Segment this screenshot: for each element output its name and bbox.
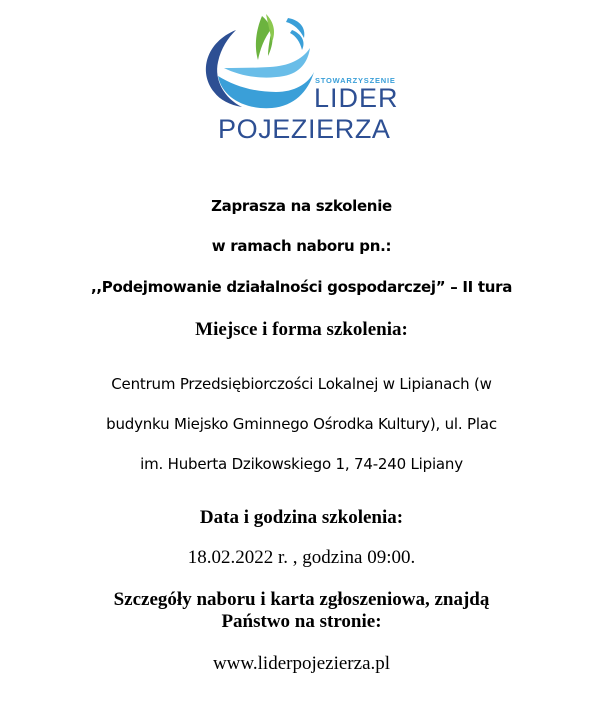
- invitation-line-2: w ramach naboru pn.:: [211, 237, 392, 255]
- website-link[interactable]: www.liderpojezierza.pl: [212, 653, 391, 674]
- details-line-1: Szczegóły naboru i karta zgłoszeniowa, znajdą: [113, 589, 490, 610]
- invitation-line-1: Zaprasza na szkolenie: [211, 197, 392, 215]
- place-line-2: budynku Miejsko Gminnego Ośrodka Kultury), ul. Plac: [106, 415, 497, 433]
- place-heading: Miejsce i forma szkolenia:: [195, 319, 408, 340]
- logo-top-word: STOWARZYSZENIE: [315, 76, 396, 85]
- logo-name-line2: POJEZIERZA: [218, 114, 391, 144]
- training-title: ,,Podejmowanie działalności gospodarczej” – II tura: [90, 278, 513, 296]
- date-value: 18.02.2022 r. , godzina 09:00.: [187, 547, 416, 568]
- place-line-1: Centrum Przedsiębiorczości Lokalnej w Lipianach (w: [111, 375, 492, 393]
- place-line-3: im. Huberta Dzikowskiego 1, 74-240 Lipiany: [140, 455, 463, 473]
- lider-pojezierza-logo: [196, 10, 408, 145]
- details-line-2: Państwo na stronie:: [221, 611, 382, 632]
- date-heading: Data i godzina szkolenia:: [199, 507, 404, 528]
- logo-name-line1: LIDER: [314, 83, 399, 113]
